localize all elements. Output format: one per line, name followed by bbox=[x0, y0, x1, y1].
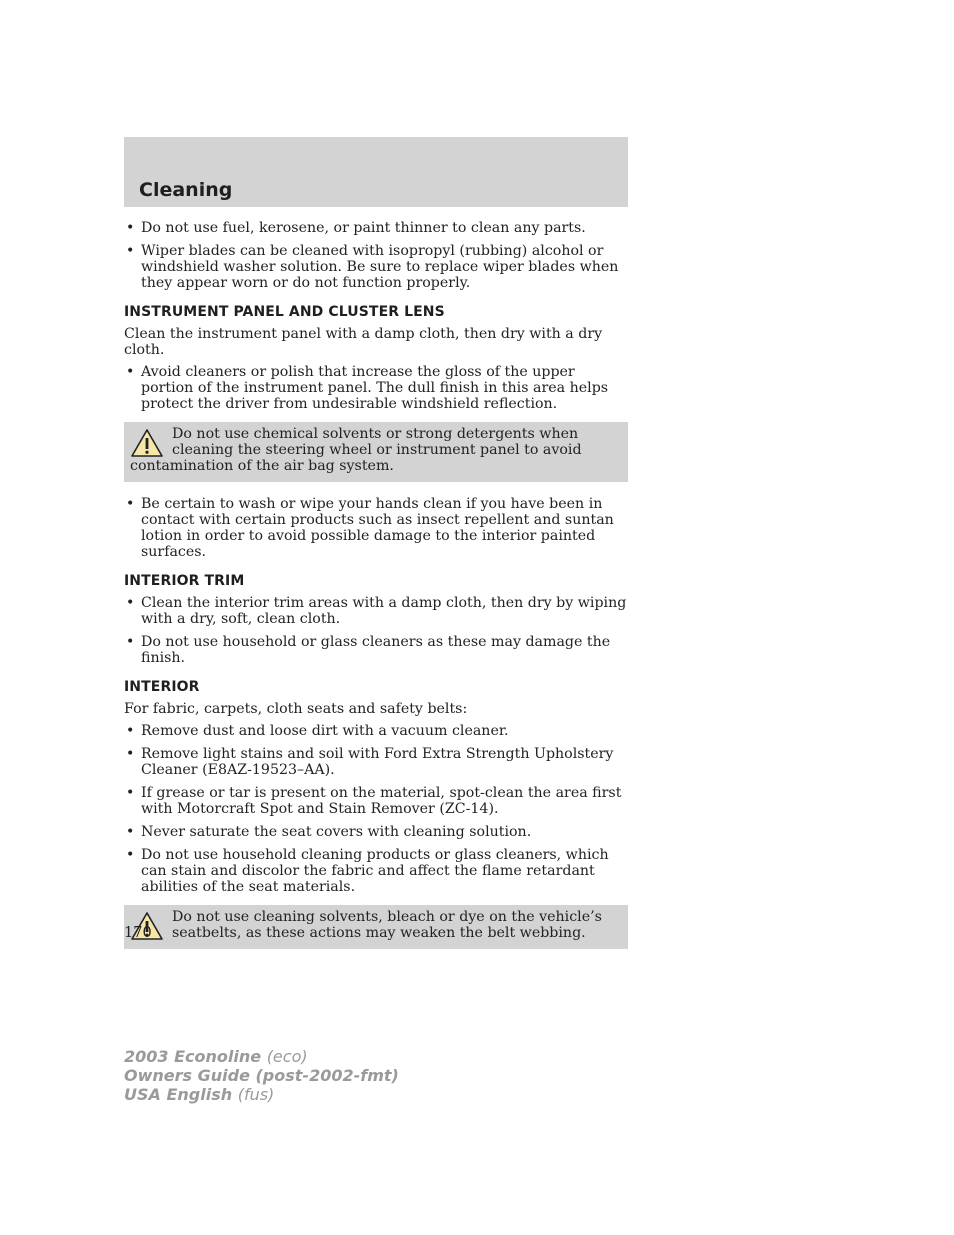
bullet-text: Do not use household cleaning products or glass cleaners, which can stain and discolor the fabric and affect the flame retardant abilities of the seat materials. bbox=[141, 847, 609, 895]
section-heading-interior-trim: INTERIOR TRIM bbox=[124, 573, 245, 589]
footer-line-2 bbox=[124, 1066, 399, 1085]
main-content bbox=[124, 220, 628, 963]
header-band bbox=[124, 137, 628, 207]
bullet-text: If grease or tar is present on the material, spot-clean the area first with Motorcraft Spot and Stain Remover (ZC-14). bbox=[141, 785, 622, 817]
footer-guide: Owners Guide (post-2002-fmt) bbox=[124, 1066, 399, 1085]
list-item bbox=[124, 746, 628, 778]
bullet-marker: • bbox=[126, 364, 135, 380]
list-item bbox=[124, 595, 628, 627]
footer-model-code: (eco) bbox=[266, 1047, 308, 1066]
footer-metadata bbox=[124, 1047, 399, 1104]
list-item bbox=[124, 496, 628, 560]
bullet-text: Remove light stains and soil with Ford Extra Strength Upholstery Cleaner (E8AZ-19523–AA). bbox=[141, 746, 614, 778]
section-heading-interior: INTERIOR bbox=[124, 679, 200, 695]
footer-line-3 bbox=[124, 1085, 399, 1104]
bullet-marker: • bbox=[126, 634, 135, 650]
warning-box bbox=[124, 905, 628, 949]
list-item bbox=[124, 723, 628, 739]
warning-box bbox=[124, 422, 628, 482]
bullet-marker: • bbox=[126, 847, 135, 863]
footer-line-1 bbox=[124, 1047, 399, 1066]
warning-text: Do not use chemical solvents or strong detergents when cleaning the steering wheel or instrument panel to avoid contamination of the air bag system. bbox=[130, 426, 582, 474]
bullet-text: Do not use household or glass cleaners as these may damage the finish. bbox=[141, 634, 611, 666]
paragraph: Clean the instrument panel with a damp cloth, then dry with a dry cloth. bbox=[124, 326, 603, 358]
section-heading-instrument-panel: INSTRUMENT PANEL AND CLUSTER LENS bbox=[124, 304, 445, 320]
bullet-text: Be certain to wash or wipe your hands clean if you have been in contact with certain products such as insect repellent and suntan lotion in order to avoid possible damage to the interior painted surfaces. bbox=[141, 496, 614, 560]
page-number: 170 bbox=[124, 925, 152, 941]
bullet-text: Clean the interior trim areas with a damp cloth, then dry by wiping with a dry, soft, clean cloth. bbox=[141, 595, 627, 627]
warning-triangle-icon bbox=[130, 428, 164, 458]
warning-text: Do not use cleaning solvents, bleach or dye on the vehicle’s seatbelts, as these actions may weaken the belt webbing. bbox=[172, 909, 602, 941]
list-item bbox=[124, 220, 628, 236]
paragraph: For fabric, carpets, cloth seats and safety belts: bbox=[124, 701, 468, 717]
footer-model: 2003 Econoline bbox=[124, 1047, 262, 1066]
bullet-text: Do not use fuel, kerosene, or paint thinner to clean any parts. bbox=[141, 220, 586, 236]
list-item bbox=[124, 847, 628, 895]
bullet-text: Wiper blades can be cleaned with isopropyl (rubbing) alcohol or windshield washer solution. Be sure to replace wiper blades when they appear worn or do not function properly. bbox=[141, 243, 619, 291]
bullet-marker: • bbox=[126, 723, 135, 739]
list-item bbox=[124, 364, 628, 412]
list-item bbox=[124, 634, 628, 666]
footer-language: USA English bbox=[124, 1085, 233, 1104]
bullet-marker: • bbox=[126, 595, 135, 611]
page-title: Cleaning bbox=[139, 179, 233, 201]
bullet-marker: • bbox=[126, 824, 135, 840]
footer-language-code: (fus) bbox=[237, 1085, 275, 1104]
list-item bbox=[124, 785, 628, 817]
bullet-marker: • bbox=[126, 243, 135, 259]
list-item bbox=[124, 824, 628, 840]
bullet-marker: • bbox=[126, 496, 135, 512]
bullet-text: Never saturate the seat covers with cleaning solution. bbox=[141, 824, 532, 840]
bullet-marker: • bbox=[126, 220, 135, 236]
bullet-marker: • bbox=[126, 746, 135, 762]
bullet-text: Avoid cleaners or polish that increase the gloss of the upper portion of the instrument panel. The dull finish in this area helps protect the driver from undesirable windshield reflection. bbox=[141, 364, 609, 412]
bullet-text: Remove dust and loose dirt with a vacuum cleaner. bbox=[141, 723, 509, 739]
bullet-marker: • bbox=[126, 785, 135, 801]
list-item bbox=[124, 243, 628, 291]
